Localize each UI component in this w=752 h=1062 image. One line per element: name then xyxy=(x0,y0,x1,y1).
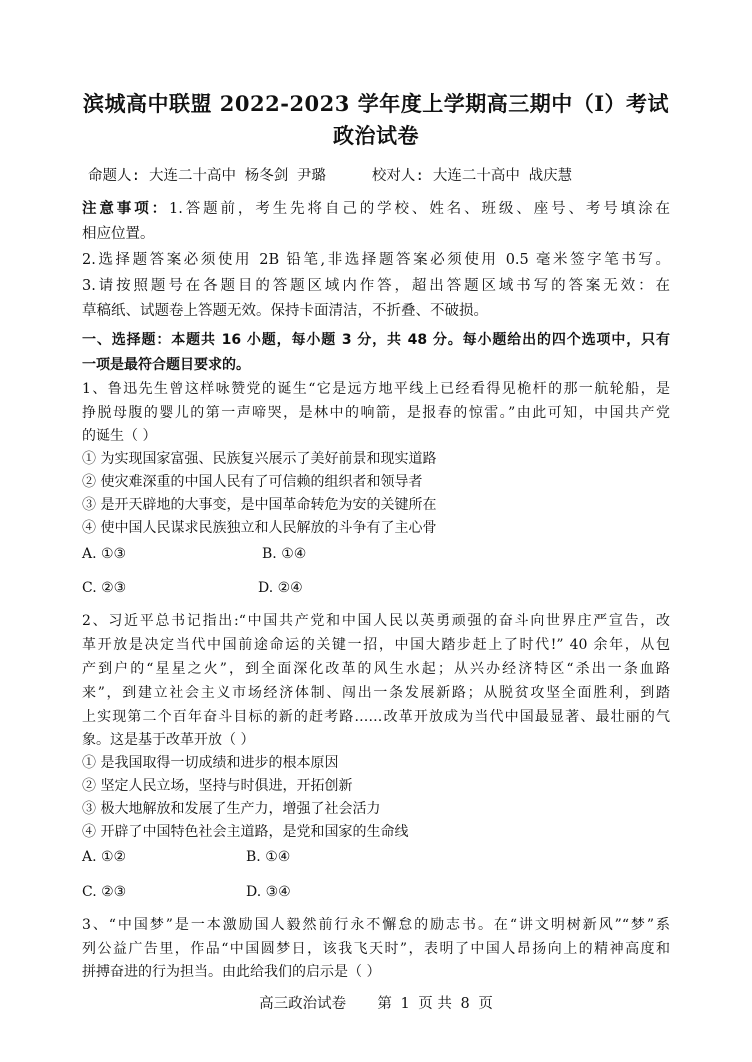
q1-item-1: ① 为实现国家富强、民族复兴展示了美好前景和现实道路 xyxy=(82,451,437,467)
q1-stem-line-1: 1、鲁迅先生曾这样咏赞党的诞生“它是远方地平线上已经看得见桅杆的那一航轮船，是 xyxy=(82,381,670,397)
authors-line xyxy=(88,164,572,185)
q1-option-b: B. ①④ xyxy=(262,546,307,562)
q2-item-1: ① 是我国取得一切成绩和进步的根本原因 xyxy=(82,755,339,771)
q1-option-d: D. ②④ xyxy=(258,580,303,596)
q3-stem-line-3: 拼搏奋进的行为担当。由此给我们的启示是（ ） xyxy=(82,964,381,980)
notice-line-3: 2.选择题答案必须使用 2B 铅笔,非选择题答案必须使用 0.5 毫米签字笔书写。 xyxy=(82,252,670,268)
exam-title: 滨城高中联盟 2022-2023 学年度上学期高三期中（Ⅰ）考试 xyxy=(82,91,670,116)
q2-option-b: B. ①④ xyxy=(246,849,291,865)
q1-option-a: A. ①③ xyxy=(82,546,127,562)
footer-page-number: 1 xyxy=(400,996,410,1012)
q2-item-3: ③ 极大地解放和发展了生产力，增强了社会活力 xyxy=(82,801,381,817)
footer-page-mid: 页 共 xyxy=(418,996,452,1012)
q2-stem-line-5: 上实现第二个百年奋斗目标的新的赶考路……改革开放成为当代中国最显著、最壮丽的气 xyxy=(82,709,670,725)
notice-label: 注意事项： xyxy=(82,201,169,217)
footer-page-suffix: 页 xyxy=(478,996,493,1012)
proofreader-info: 校对人: 大连二十高中 战庆慧 xyxy=(371,168,573,184)
q1-option-c: C. ②③ xyxy=(82,580,127,596)
notice-line-5: 草稿纸、试题卷上答题无效。保持卡面清洁，不折叠、不破损。 xyxy=(82,303,488,319)
footer-page-prefix: 第 xyxy=(377,996,392,1012)
q2-stem-line-2: 革开放是决定当代中国前途命运的关键一招，中国大踏步赶上了时代!” 40 余年，从包 xyxy=(82,637,670,653)
notice-line-4: 3.请按照题号在各题目的答题区域内作答，超出答题区域书写的答案无效：在 xyxy=(82,278,670,294)
q3-stem-line-2: 列公益广告里，作品“中国圆梦日，该我飞天时”，表明了中国人昂扬向上的精神高度和 xyxy=(82,941,670,957)
q2-stem-line-3: 产到户的“星星之火”，到全面深化改革的风生水起；从兴办经济特区“杀出一条血路 xyxy=(82,661,670,677)
q2-option-d: D. ③④ xyxy=(246,884,291,900)
notice-line-2: 相应位置。 xyxy=(82,226,155,242)
q1-item-2: ② 使灾难深重的中国人民有了可信赖的组织者和领导者 xyxy=(82,474,423,490)
page-footer xyxy=(0,992,752,1013)
exam-subtitle: 政治试卷 xyxy=(333,123,419,148)
section-heading-2: 一项是最符合题目要求的。 xyxy=(82,357,250,373)
q1-stem-line-2: 挣脱母腹的婴儿的第一声啼哭，是林中的响箭，是报春的惊雷。”由此可知，中国共产党 xyxy=(82,405,670,421)
q2-item-4: ④ 开辟了中国特色社会主道路，是党和国家的生命线 xyxy=(82,824,409,840)
q1-item-3: ③ 是开天辟地的大事变，是中国革命转危为安的关键所在 xyxy=(82,497,437,513)
q1-item-4: ④ 使中国人民谋求民族独立和人民解放的斗争有了主心骨 xyxy=(82,520,437,536)
footer-subject: 高三政治试卷 xyxy=(259,996,347,1012)
q1-stem-line-3: 的诞生（ ） xyxy=(82,428,157,444)
q3-stem-line-1: 3、“中国梦”是一本激励国人毅然前行永不懈怠的励志书。在“讲文明树新风”“梦”系 xyxy=(82,917,670,933)
q2-stem-line-4: 来”，到建立社会主义市场经济体制、闯出一条发展新路；从脱贫攻坚全面胜利，到踏 xyxy=(82,685,670,701)
setter-info: 命题人: 大连二十高中 杨冬剑 尹璐 xyxy=(88,168,326,184)
q2-option-a: A. ①② xyxy=(82,849,127,865)
q2-item-2: ② 坚定人民立场，坚持与时俱进，开拓创新 xyxy=(82,778,353,794)
q2-stem-line-1: 2、习近平总书记指出:“中国共产党和中国人民以英勇顽强的奋斗向世界庄严宣告，改 xyxy=(82,613,670,629)
q2-stem-line-6: 象。这是基于改革开放（ ） xyxy=(82,732,255,748)
section-heading-1: 一、选择题：本题共 16 小题，每小题 3 分，共 48 分。每小题给出的四个选项中，只有 xyxy=(82,332,670,348)
q2-option-c: C. ②③ xyxy=(82,884,127,900)
notice-line-1: 注意事项：1.答题前，考生先将自己的学校、姓名、班级、座号、考号填涂在 xyxy=(82,201,670,217)
footer-page-total: 8 xyxy=(460,996,470,1012)
